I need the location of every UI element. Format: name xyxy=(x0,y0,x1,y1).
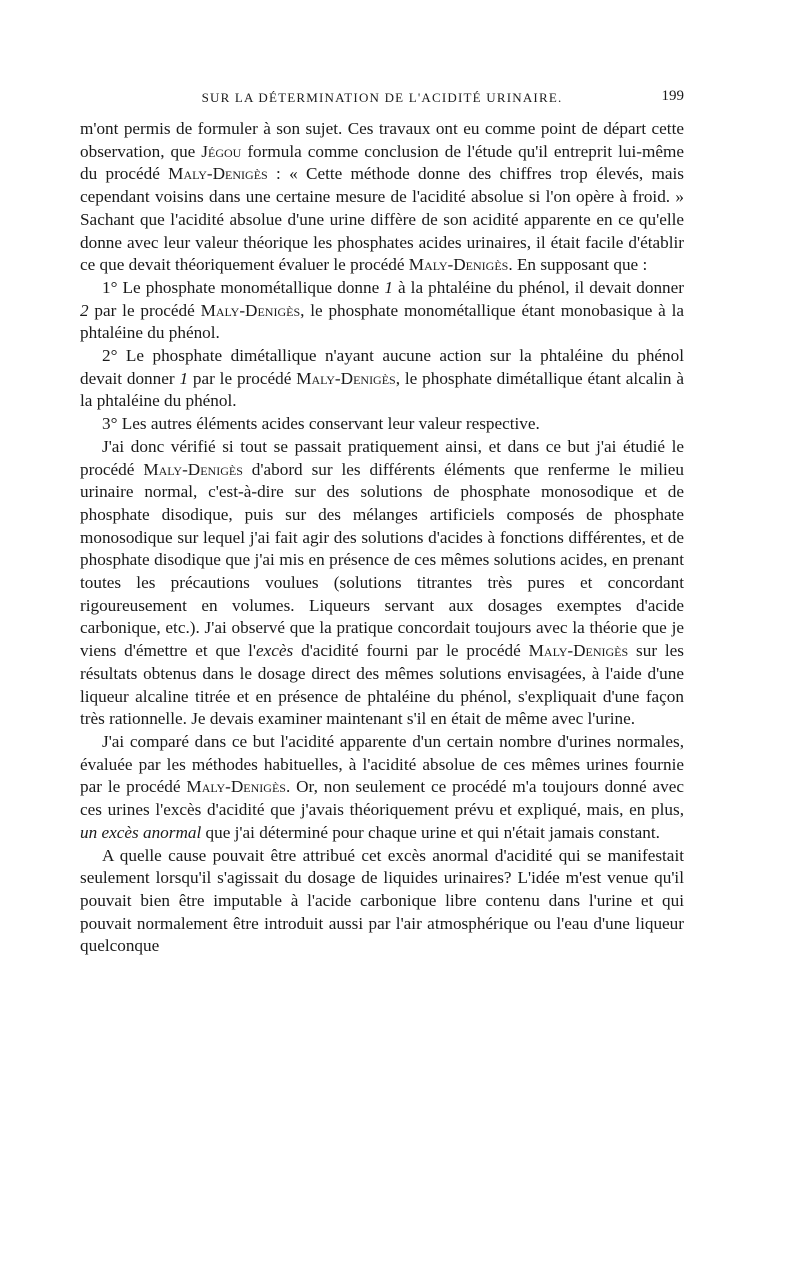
italic-text: un excès anormal xyxy=(80,822,202,842)
italic-text: 1 xyxy=(179,368,189,388)
paragraph xyxy=(80,413,684,436)
paragraph xyxy=(80,277,684,345)
text-run: d'acidité fourni par le procédé xyxy=(293,641,529,661)
text-run: , le phosphate dimétallique étant alcalin à la phtaléine du phénol. xyxy=(80,368,684,411)
author-name: Maly-Denigès xyxy=(408,255,509,275)
text-run: . En supposant que : xyxy=(508,255,648,275)
paragraph xyxy=(80,345,684,413)
text-run: J'ai comparé dans ce but l'acidité apparente d'un certain nombre d'urines normales, évaluée par les méthodes habituelles, à l'acidité absolue de ces mêmes urines fournie par le procédé xyxy=(80,731,684,797)
paragraph xyxy=(80,731,684,845)
italic-text: excès xyxy=(256,641,294,661)
text-run: d'abord sur les différents éléments que renferme le milieu urinaire normal, c'est-à-dire sur des solutions de phosphate monosodique et de phosphate disodique, puis sur des mélanges artificiels composés de phosphate monosodique sur lequel j'ai fait agir des solutions d'acides à fonctions différentes, et de phosphate disodique que j'ai mis en présence de ces mêmes solutions acides, en prenant toutes les précautions voulues (solutions titrantes très pures et concordant rigoureusement en volumes. Liqueurs servant aux dosages exemptes d'acide carbonique, etc.). J'ai observé que la pratique concordait toujours avec la théorie que je viens d'émettre et que l' xyxy=(80,459,684,661)
author-name: Maly-Denigès xyxy=(200,300,301,320)
text-run: , le phosphate monométallique étant monobasique à la phtaléine du phénol. xyxy=(80,300,684,343)
body-text xyxy=(80,118,684,958)
author-name: Maly-Denigès xyxy=(168,164,268,184)
text-run: par le procédé xyxy=(88,300,201,320)
author-name: Maly-Denigès xyxy=(528,641,629,661)
paragraph xyxy=(80,436,684,731)
text-run: que j'ai déterminé pour chaque urine et qui n'était jamais constant. xyxy=(201,822,660,842)
text-run: 1° Le phosphate monométallique donne xyxy=(102,277,385,297)
running-title: SUR LA DÉTERMINATION DE L'ACIDITÉ URINAIRE. xyxy=(201,90,563,105)
text-run: A quelle cause pouvait être attribué cet excès anormal d'acidité qui se manifestait seulement lorsqu'il s'agissait du dosage de liquides urinaires? L'idée m'est venue qu'il pouvait bien être imputable à l'acide carbonique libre contenu dans l'urine et qui pouvait normalement être introduit aussi par l'air atmosphérique ou l'eau d'une liqueur quelconque xyxy=(80,845,684,956)
page-number: 199 xyxy=(661,88,684,104)
text-run: par le procédé xyxy=(188,368,297,388)
text-run: formula comme conclusion de l'étude qu'il entreprit lui-même du procédé xyxy=(80,141,684,184)
author-name: Maly-Denigès xyxy=(296,368,396,388)
text-run: . Or, non seulement ce procédé m'a toujours donné avec ces urines l'excès d'acidité que j'avais théoriquement prévu et expliqué, mais, en plus, xyxy=(80,777,684,820)
text-run: 2° Le phosphate dimétallique n'ayant aucune action sur la phtaléine du phénol devait donner xyxy=(80,346,684,388)
text-run: m'ont permis de formuler à son sujet. Ces travaux ont eu comme point de départ cette observation, que xyxy=(80,119,684,161)
author-name: Maly-Denigès xyxy=(186,777,286,797)
running-header xyxy=(80,86,684,110)
paragraph xyxy=(80,118,684,277)
text-run: 3° Les autres éléments acides conservant leur valeur respective. xyxy=(102,414,540,434)
text-run: : « Cette méthode donne des chiffres trop élevés, mais cependant voisins dans une certaine mesure de l'acidité absolue si l'on opère à froid. » Sachant que l'acidité absolue d'une urine diffère de son acidité apparente en ce qu'elle donne avec leur valeur théorique les phosphates acides urinaires, il était facile d'établir ce que devait théoriquement évaluer le procédé xyxy=(80,164,684,275)
text-run: sur les résultats obtenus dans le dosage direct des mêmes solutions envisagées, à l'aide d'une liqueur alcaline titrée et en présence de phtaléine du phénol, s'expliquait d'une façon très rationnelle. Je devais examiner maintenant s'il en était de même avec l'urine. xyxy=(80,641,684,729)
text-run: J'ai donc vérifié si tout se passait pratiquement ainsi, et dans ce but j'ai étudié le procédé xyxy=(80,436,684,479)
paragraph xyxy=(80,845,684,959)
text-run: à la phtaléine du phénol, il devait donner xyxy=(392,277,684,297)
author-name: Maly-Denigès xyxy=(143,459,243,479)
italic-text: 2 xyxy=(80,300,89,320)
italic-text: 1 xyxy=(384,277,393,297)
author-name: Jégou xyxy=(201,141,242,161)
